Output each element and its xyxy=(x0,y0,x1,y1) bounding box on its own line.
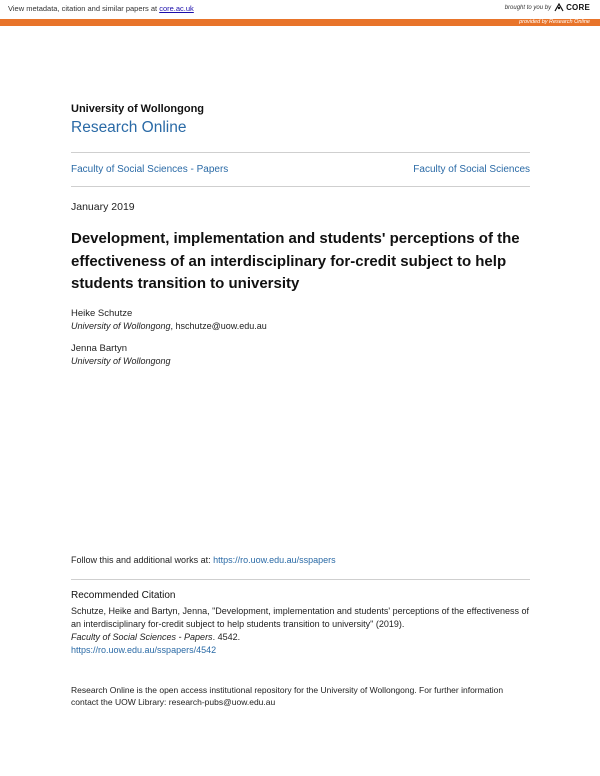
author-affiliation-2 xyxy=(71,356,530,366)
author-name-1: Heike Schutze xyxy=(71,308,133,319)
citation-series: Faculty of Social Sciences - Papers xyxy=(71,632,213,642)
core-logo[interactable] xyxy=(554,3,590,12)
divider-collections xyxy=(71,186,530,187)
divider-top xyxy=(71,152,530,153)
repository-name[interactable]: Research Online xyxy=(71,119,187,136)
recommended-citation-heading: Recommended Citation xyxy=(71,590,176,601)
recommended-citation-body xyxy=(71,605,530,657)
author-affiliation-1 xyxy=(71,321,530,331)
author-affiliation-2-institution: University of Wollongong xyxy=(71,356,171,366)
core-metadata-link[interactable] xyxy=(8,4,194,13)
core-logo-text: CORE xyxy=(566,3,590,12)
core-ac-uk-link[interactable]: core.ac.uk xyxy=(159,4,194,13)
collection-link-papers[interactable]: Faculty of Social Sciences - Papers xyxy=(71,164,229,175)
paper-title: Development, implementation and students' perceptions of the effectiveness of an interdisciplinary for-credit subject to help students transition to university xyxy=(71,230,520,292)
citation-text: Schutze, Heike and Bartyn, Jenna, "Development, implementation and students' perceptions of the effectiveness of an interdisciplinary for-credit subject to help students transition to university" (2019). xyxy=(71,606,530,629)
publication-date: January 2019 xyxy=(71,201,135,213)
footer-notice: Research Online is the open access institutional repository for the University of Wollongong. For further information contact the UOW Library: research-pubs@uow.edu.au xyxy=(71,685,504,707)
follow-works xyxy=(71,555,530,565)
follow-text: Follow this and additional works at: xyxy=(71,555,211,565)
institution-name: University of Wollongong xyxy=(71,103,205,115)
core-logo-icon xyxy=(554,3,564,12)
citation-series-suffix: . 4542. xyxy=(212,632,241,642)
author-affiliation-1-institution: University of Wollongong xyxy=(71,321,171,331)
core-brought-by xyxy=(505,3,590,12)
divider-follow xyxy=(71,579,530,580)
follow-url-link[interactable]: https://ro.uow.edu.au/sspapers xyxy=(213,555,336,565)
core-orange-strip xyxy=(0,19,600,26)
core-link-prefix: View metadata, citation and similar papers at xyxy=(8,4,158,13)
provided-by-text: provided by Research Online xyxy=(519,19,590,25)
core-banner xyxy=(0,0,600,20)
collection-link-faculty[interactable]: Faculty of Social Sciences xyxy=(413,164,530,175)
author-email-1[interactable]: , hschutze@uow.edu.au xyxy=(170,321,267,331)
brought-by-text: brought to you by xyxy=(504,4,552,11)
citation-url-link[interactable]: https://ro.uow.edu.au/sspapers/4542 xyxy=(71,645,217,655)
author-name-2: Jenna Bartyn xyxy=(71,343,127,354)
